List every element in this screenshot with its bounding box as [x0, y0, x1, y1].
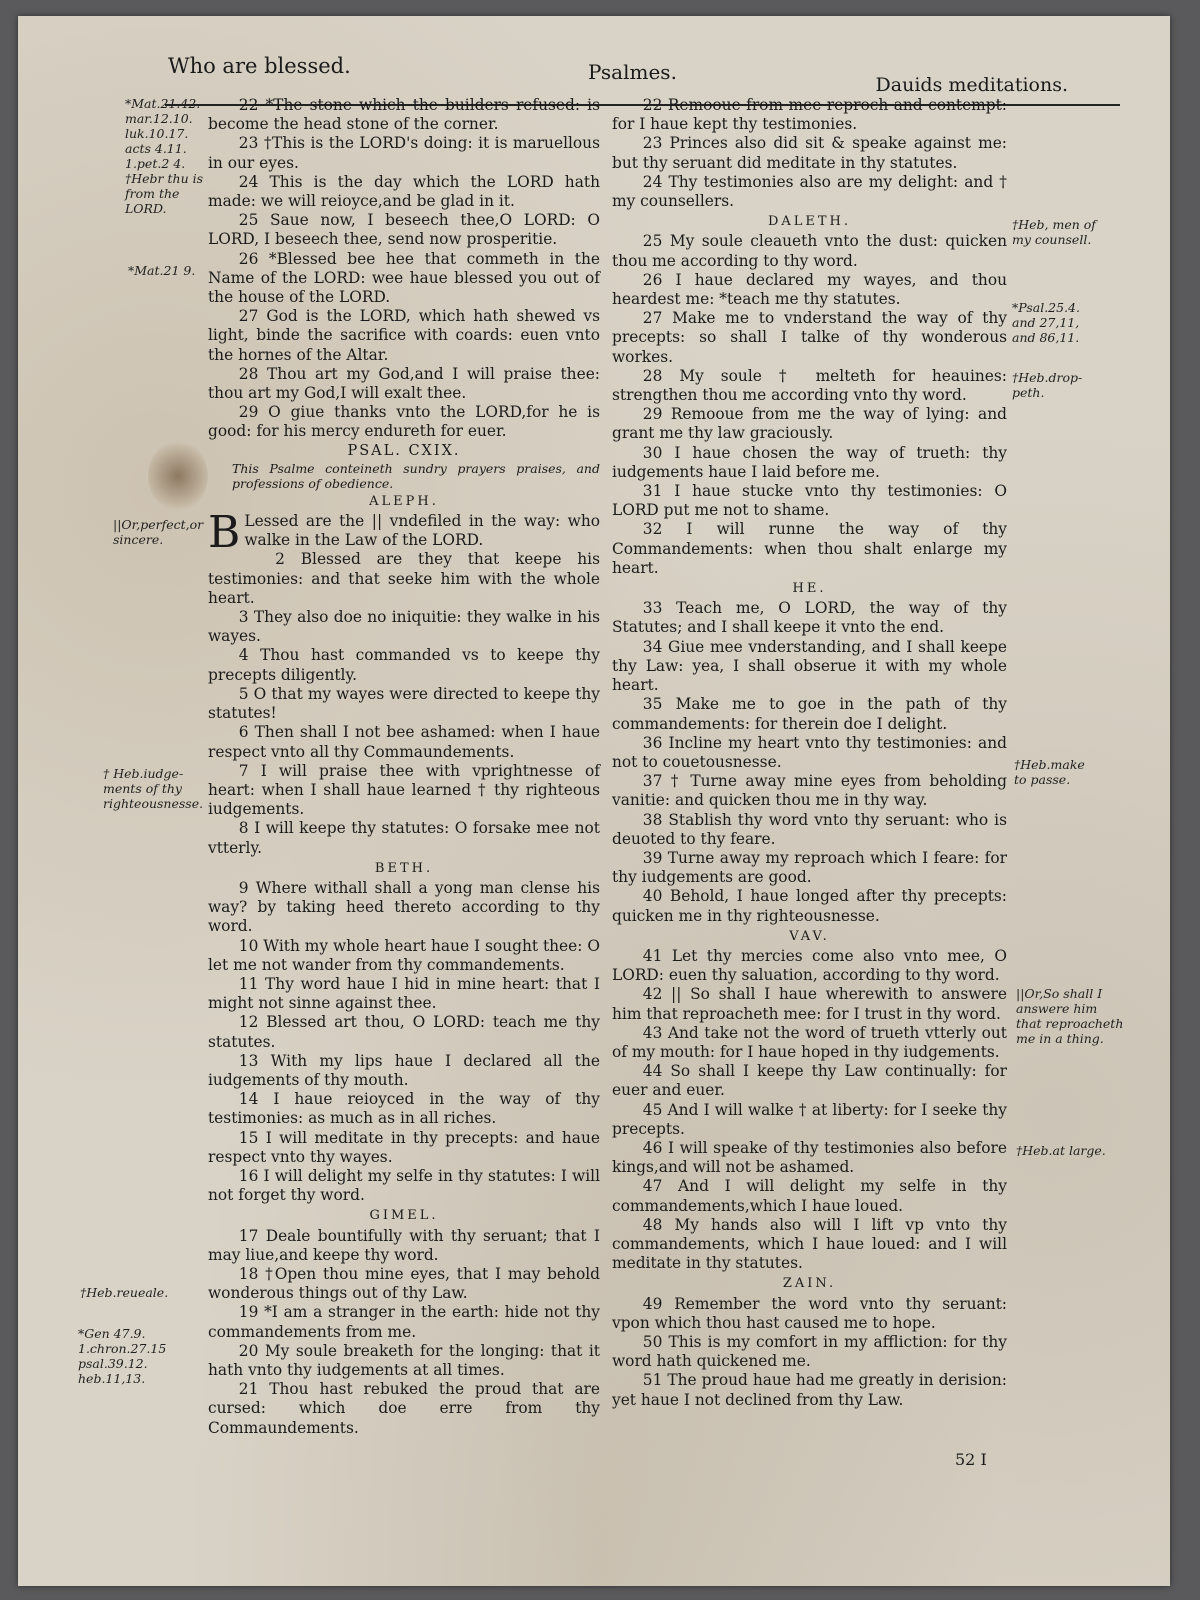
verse: 33 Teach me, O LORD, the way of thy Statutes; and I shall keepe it vnto the end. [612, 599, 1007, 637]
verse: 28 My soule † melteth for heauines: strengthen thou me according vnto thy word. [612, 366, 1007, 405]
text-column-left [208, 96, 600, 1438]
verse: 22 Remooue from mee reproch and contempt: for I haue kept thy testimonies. [612, 96, 1007, 134]
verse: 50 This is my comfort in my affliction: for thy word hath quickened me. [612, 1333, 1007, 1371]
verse: 32 I will runne the way of thy Commandements: when thou shalt enlarge my heart. [612, 520, 1007, 577]
section-heading: DALETH. [767, 214, 852, 230]
psalm-heading: PSAL. CXIX. [347, 442, 461, 459]
verse: 27 Make me to vnderstand the way of thy precepts: so shall I talke of thy wonderous workes. [612, 309, 1007, 366]
section-heading: VAV. [789, 928, 830, 944]
verse: 11 Thy word haue I hid in mine heart: that I might not sinne against thee. [208, 974, 600, 1013]
margin-note: *Mat.21.42. mar.12.10. luk.10.17. acts 4.11. 1.pet.2 4. †Hebr thu is from the LORD. [125, 96, 204, 216]
verse: 45 And I will walke † at liberty: for I seeke thy precepts. [612, 1100, 1007, 1138]
verse: 15 I will meditate in thy precepts: and haue respect vnto thy wayes. [208, 1128, 600, 1166]
verse: 12 Blessed art thou, O LORD: teach me thy statutes. [208, 1013, 600, 1051]
verse: 30 I haue chosen the way of trueth: thy iudgements haue I laid before me. [612, 443, 1007, 481]
text-column-right [612, 96, 1007, 1410]
verse: 29 Remooue from me the way of lying: and grant me thy law graciously. [612, 405, 1007, 443]
verse: 51 The proud haue had me greatly in derision: yet haue I not declined from thy Law. [612, 1371, 1007, 1409]
running-header [148, 50, 1068, 96]
verse: 20 My soule breaketh for the longing: that it hath vnto thy iudgements at all times. [208, 1341, 600, 1379]
margin-note: †Heb.drop- peth. [1012, 370, 1083, 400]
section-heading: ZAIN. [782, 1276, 837, 1292]
margin-note: † Heb.iudge- ments of thy righteousnesse. [103, 766, 204, 811]
verse: 2 Blessed are they that keepe his testimonies: and that seeke him with the whole heart. [208, 550, 600, 607]
margin-note: †Heb.reueale. [80, 1285, 169, 1300]
margin-note: *Mat.21 9. [128, 263, 196, 278]
verse: 47 And I will delight my selfe in thy commandements,which I haue loued. [612, 1177, 1007, 1215]
verse: 29 O giue thanks vnto the LORD,for he is good: for his mercy endureth for euer. [208, 403, 600, 441]
header-left: Who are blessed. [168, 54, 351, 78]
section-heading: HE. [792, 581, 827, 597]
verse: 48 My hands also will I lift vp vnto thy commandements, which I haue loued: and I will meditate in thy statutes. [612, 1215, 1007, 1273]
verse: 28 Thou art my God,and I will praise thee: thou art my God,I will exalt thee. [208, 364, 600, 403]
verse: 44 So shall I keepe thy Law continually: for euer and euer. [612, 1062, 1007, 1100]
verse: 35 Make me to goe in the path of thy commandements: for therein doe I delight. [612, 695, 1007, 733]
verse: 23 Princes also did sit & speake against me: but thy seruant did meditate in thy statutes. [612, 134, 1007, 172]
verse: 7 I will praise thee with vprightnesse of heart: when I shall haue learned † thy righteous iudgements. [208, 761, 600, 819]
verse: 39 Turne away my reproach which I feare: for thy iudgements are good. [612, 848, 1007, 887]
verse: B Lessed are the || vndefiled in the way: who walke in the Law of the LORD. [208, 507, 600, 559]
verse: 24 Thy testimonies also are my delight: and † my counsellers. [612, 172, 1007, 211]
verse: 6 Then shall I not bee ashamed: when I haue respect vnto all thy Commaundements. [208, 723, 600, 761]
verse: 23 †This is the LORD's doing: it is maruellous in our eyes. [208, 134, 600, 172]
verse: 17 Deale bountifully with thy seruant; that I may liue,and keepe thy word. [208, 1226, 600, 1264]
verse: 27 God is the LORD, which hath shewed vs light, binde the sacrifice with coards: euen vnto the hornes of the Altar. [208, 307, 600, 364]
verse: 4 Thou hast commanded vs to keepe thy precepts diligently. [208, 646, 600, 684]
verse: 26 *Blessed bee hee that commeth in the Name of the LORD: wee haue blessed you out of the house of the LORD. [208, 249, 600, 307]
verse: 3 They also doe no iniquitie: they walke in his wayes. [208, 608, 600, 646]
verse: 38 Stablish thy word vnto thy seruant: who is deuoted to thy feare. [612, 810, 1007, 848]
verse: 5 O that my wayes were directed to keepe thy statutes! [208, 684, 600, 723]
section-heading: BETH. [374, 860, 434, 876]
verse: 16 I will delight my selfe in thy statutes: I will not forget thy word. [208, 1166, 600, 1205]
psalm-argument: This Psalme conteineth sundry prayers praises, and professions of obedience. [232, 460, 600, 491]
verse: 8 I will keepe thy statutes: O forsake mee not vtterly. [208, 819, 600, 857]
water-stain [148, 441, 208, 511]
margin-note: *Psal.25.4. and 27,11, and 86,11. [1012, 300, 1080, 345]
verse: 19 *I am a stranger in the earth: hide not thy commandements from me. [208, 1303, 600, 1341]
verse: 18 †Open thou mine eyes, that I may behold wonderous things out of thy Law. [208, 1264, 600, 1303]
verse: 24 This is the day which the LORD hath made: we will reioyce,and be glad in it. [208, 172, 600, 211]
margin-note: ||Or,So shall I answere him that reproacheth me in a thing. [1016, 986, 1124, 1046]
verse: 22 *The stone which the builders refused: is become the head stone of the corner. [208, 96, 600, 134]
verse: 10 With my whole heart haue I sought thee: O let me not wander from thy commandements. [208, 936, 600, 974]
verse: 26 I haue declared my wayes, and thou heardest me: *teach me thy statutes. [612, 270, 1007, 309]
section-heading: ALEPH. [369, 493, 439, 509]
margin-note: †Heb.at large. [1016, 1143, 1106, 1158]
section-heading: GIMEL. [369, 1208, 439, 1224]
verse: 31 I haue stucke vnto thy testimonies: O LORD put me not to shame. [612, 482, 1007, 520]
verse: 34 Giue mee vnderstanding, and I shall keepe thy Law: yea, I shall obserue it with my whole heart. [612, 637, 1007, 695]
verse: 40 Behold, I haue longed after thy precepts: quicken me in thy righteousnesse. [612, 887, 1007, 925]
verse: 25 My soule cleaueth vnto the dust: quicken thou me according to thy word. [612, 232, 1007, 270]
catchword: 52 I [955, 1450, 987, 1469]
verse: 25 Saue now, I beseech thee,O LORD: O LORD, I beseech thee, send now prosperitie. [208, 211, 600, 249]
verse: 43 And take not the word of trueth vtterly out of my mouth: for I haue hoped in thy iudgements. [612, 1023, 1007, 1061]
verse: 42 || So shall I haue wherewith to answere him that reproacheth mee: for I trust in thy word. [612, 985, 1007, 1023]
verse: 37 † Turne away mine eyes from beholding vanitie: and quicken thou me in thy way. [612, 772, 1007, 810]
verse: 46 I will speake of thy testimonies also before kings,and will not be ashamed. [612, 1138, 1007, 1177]
header-right: Dauids meditations. [875, 74, 1068, 96]
verse: 49 Remember the word vnto thy seruant: vpon which thou hast caused me to hope. [612, 1294, 1007, 1332]
drop-cap: B [208, 507, 241, 559]
verse: 13 With my lips haue I declared all the iudgements of thy mouth. [208, 1051, 600, 1089]
verse: 9 Where withall shall a yong man clense his way? by taking heed thereto according to thy word. [208, 878, 600, 936]
margin-note: †Heb, men of my counsell. [1012, 217, 1096, 247]
verse: 14 I haue reioyced in the way of thy testimonies: as much as in all riches. [208, 1090, 600, 1128]
verse: 41 Let thy mercies come also vnto mee, O LORD: euen thy saluation, according to thy word. [612, 946, 1007, 985]
header-center: Psalmes. [588, 60, 677, 84]
margin-note: *Gen 47.9. 1.chron.27.15 psal.39.12. heb.11,13. [78, 1326, 167, 1386]
verse: 36 Incline my heart vnto thy testimonies: and not to couetousnesse. [612, 733, 1007, 771]
margin-note: †Heb.make to passe. [1014, 757, 1085, 787]
margin-note: ||Or,perfect,or sincere. [113, 517, 204, 547]
verse: 21 Thou hast rebuked the proud that are cursed: which doe erre from thy Commaundements. [208, 1380, 600, 1437]
